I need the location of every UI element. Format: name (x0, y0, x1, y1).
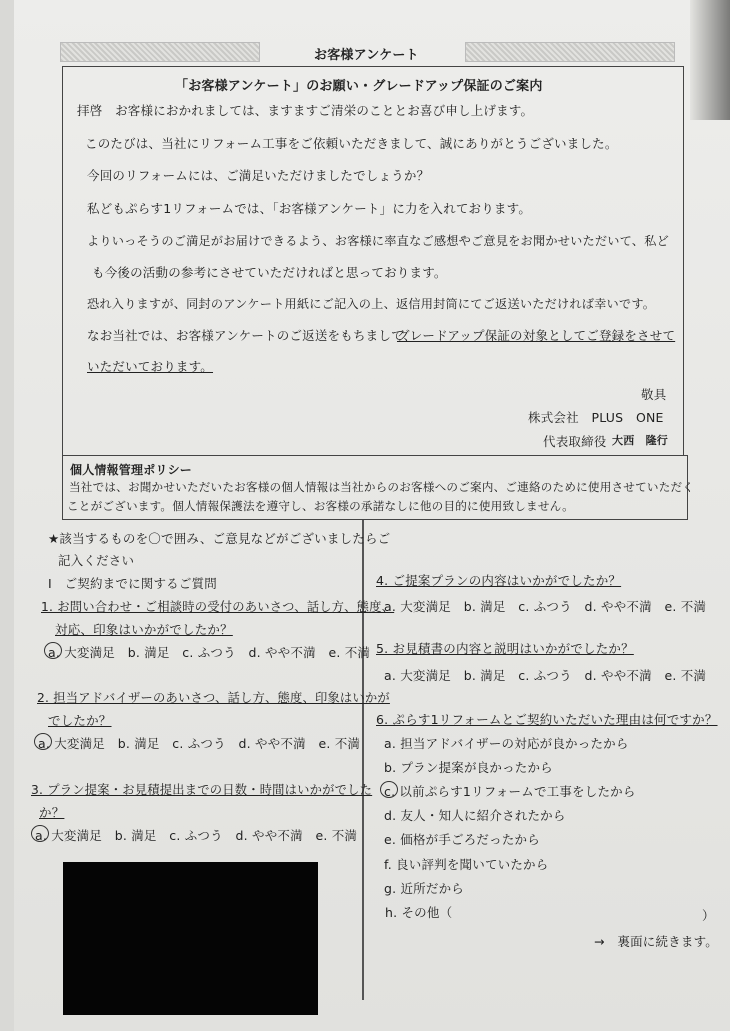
question-3: か？ (39, 805, 65, 820)
question-1: 対応、印象はいかがでしたか？ (55, 622, 233, 637)
question-6: 6. ぷらす1リフォームとご契約いただいた理由は何ですか？ (376, 712, 718, 727)
other-close-paren: ） (702, 908, 715, 923)
policy-text: ことがございます。個人情報保護法を遵守し、お客様の承諾なしに他の目的に使用致しません。 (67, 499, 574, 513)
header-pattern-left (60, 42, 260, 62)
policy-text: 当社では、お聞かせいただいたお客様の個人情報は当社からのお客様へのご案内、ご連絡のために使用させていただく (69, 480, 695, 494)
q6-option[interactable]: d. 友人・知人に紹介されたから (384, 808, 566, 823)
letter-box (62, 66, 684, 456)
question-2: 2. 担当アドバイザーのあいさつ、話し方、態度、印象はいかが (37, 691, 390, 705)
section-heading: Ⅰ ご契約までに関するご質問 (48, 576, 217, 591)
letter-title: 「お客様アンケート」のお願い・グレードアップ保証のご案内 (175, 79, 543, 94)
answer-options[interactable]: a. 大変満足 b. 満足 c. ふつう d. やや不満 e. 不満 (35, 828, 358, 843)
representative-title: 代表取締役 (543, 434, 607, 449)
question-1: 1. お問い合わせ・ご相談時の受付のあいさつ、話し方、態度、 (41, 600, 395, 614)
question-4: 4. ご提案プランの内容はいかがでしたか？ (376, 573, 622, 588)
q6-option[interactable]: f. 良い評判を聞いていたから (384, 857, 549, 872)
answer-options[interactable]: a. 大変満足 b. 満足 c. ふつう d. やや不満 e. 不満 (38, 736, 361, 751)
q6-option[interactable]: g. 近所だから (384, 881, 464, 896)
letter-line: 私どもぷらす1リフォームでは、「お客様アンケート」に力を入れております。 (87, 201, 532, 216)
q6-option[interactable]: e. 価格が手ごろだったから (384, 832, 540, 847)
closing: 敬具 (641, 387, 667, 402)
guarantee-text-cont: いただいております。 (87, 359, 214, 374)
letter-line: も今後の活動の参考にさせていただければと思っております。 (92, 265, 447, 280)
instruction: 記入ください (58, 553, 135, 568)
q6-option[interactable]: c. 以前ぷらす1リフォームで工事をしたから (384, 784, 636, 799)
answer-options[interactable]: a. 大変満足 b. 満足 c. ふつう d. やや不満 e. 不満 (48, 645, 371, 660)
question-2: でしたか？ (48, 713, 112, 728)
q6-option[interactable]: a. 担当アドバイザーの対応が良かったから (384, 736, 629, 751)
letter-line: 拝啓 お客様におかれましては、ますますご清栄のこととお喜び申し上げます。 (77, 103, 534, 118)
page-title: お客様アンケート (314, 48, 419, 63)
guarantee-text: グレードアップ保証の対象としてご登録をさせて (397, 328, 676, 343)
policy-title: 個人情報管理ポリシー (70, 463, 193, 477)
answer-options[interactable]: a. 大変満足 b. 満足 c. ふつう d. やや不満 e. 不満 (384, 668, 707, 683)
q6-option-other[interactable]: h. その他（ (385, 905, 453, 920)
question-3: 3. プラン提案・お見積提出までの日数・時間はいかがでした (31, 783, 373, 797)
q6-option[interactable]: b. プラン提案が良かったから (384, 760, 553, 775)
letter-line: なお当社では、お客様アンケートのご返送をもちまして、 (87, 328, 417, 343)
letter-line: このたびは、当社にリフォーム工事をご依頼いただきまして、誠にありがとうございました。 (85, 136, 618, 151)
question-5: 5. お見積書の内容と説明はいかがでしたか？ (376, 641, 634, 656)
representative-name: 大西 隆行 (612, 434, 668, 447)
redacted-area (63, 862, 318, 1015)
letter-line: よりいっそうのご満足がお届けできるよう、お客様に率直なご感想やご意見をお聞かせいただいて、私ど (87, 234, 669, 248)
company-name: 株式会社 PLUS ONE (528, 410, 664, 425)
letter-line: 今回のリフォームには、ご満足いただけましたでしょうか？ (87, 168, 430, 183)
background-corner (690, 0, 730, 120)
answer-options[interactable]: a. 大変満足 b. 満足 c. ふつう d. やや不満 e. 不満 (384, 599, 707, 614)
continue-note: → 裏面に続きます。 (594, 934, 718, 949)
header-pattern-right (465, 42, 675, 62)
column-divider (362, 520, 364, 1000)
letter-line: 恐れ入りますが、同封のアンケート用紙にご記入の上、返信用封筒にてご返送いただければ幸いです。 (87, 297, 656, 311)
instruction: ★該当するものを〇で囲み、ご意見などがございましたらご (48, 531, 391, 546)
